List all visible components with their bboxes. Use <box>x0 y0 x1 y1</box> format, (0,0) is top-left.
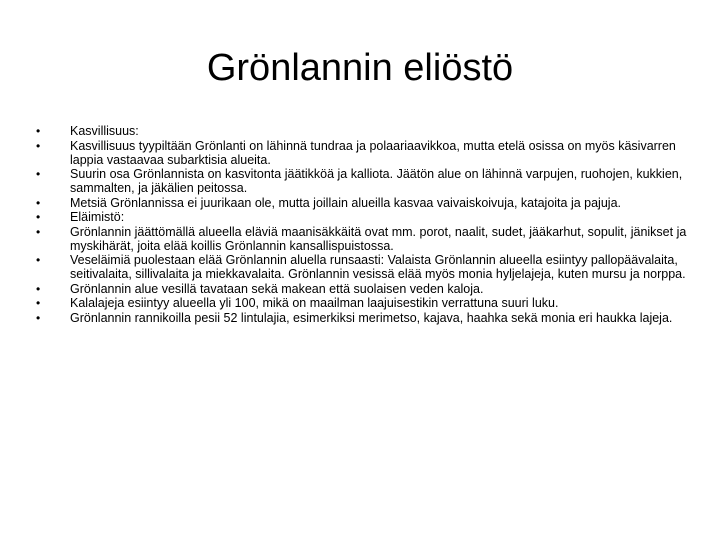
bullet-text: Kasvillisuus tyypiltään Grönlanti on lähinnä tundraa ja polaariaavikkoa, mutta etelä osissa on myös käsivarren lappia vastaavaa subarktisia alueita. <box>70 138 676 167</box>
bullet-text: Suurin osa Grönlannista on kasvitonta jäätikköä ja kalliota. Jäätön alue on lähinnä varpujen, ruohojen, kukkien, sammalten, ja jäkälien peitossa. <box>70 167 683 195</box>
list-item <box>36 167 690 195</box>
bullet-icon: • <box>36 210 41 224</box>
bullet-text: Veseläimiä puolestaan elää Grönlannin aluella runsaasti: Valaista Grönlannin alueella esiintyy pallopäävalaita, seitivalaita, sillivalaita ja miekkavalaita. Grönlannin vesissä elää myös monia hyljelajeja, kuten mursu ja norppa. <box>70 253 686 281</box>
bullet-icon: • <box>36 224 41 239</box>
bullet-icon: • <box>36 281 41 296</box>
bullet-text: Kasvillisuus: <box>70 124 139 138</box>
list-item <box>36 210 690 224</box>
slide-title: Grönlannin eliöstö <box>206 47 514 89</box>
bullet-text: Grönlannin alue vesillä tavataan sekä makean että suolaisen veden kaloja. <box>70 281 484 296</box>
bullet-icon: • <box>36 296 41 310</box>
list-item <box>36 196 690 210</box>
bullet-text: Eläimistö: <box>70 210 125 224</box>
bullet-icon: • <box>36 138 41 153</box>
list-item <box>36 124 690 138</box>
bullet-text: Kalalajeja esiintyy alueella yli 100, mikä on maailman laajuisestikin verrattuna suuri luku. <box>70 296 559 310</box>
list-item <box>36 282 690 296</box>
bullet-text: Grönlannin rannikoilla pesii 52 lintulajia, esimerkiksi merimetso, kajava, haahka sekä monia eri haukka lajeja. <box>70 310 673 325</box>
list-item <box>36 296 690 310</box>
bullet-icon: • <box>36 310 41 325</box>
bullet-icon: • <box>36 253 41 267</box>
list-item <box>36 253 690 281</box>
bullet-text: Grönlannin jäättömällä alueella eläviä maanisäkkäitä ovat mm. porot, naalit, sudet, jääkarhut, sopulit, jänikset ja myskihärät, joita elää koillis Grönlannin kansallispuistossa. <box>70 224 687 253</box>
bullet-text: Metsiä Grönlannissa ei juurikaan ole, mutta joillain alueilla kasvaa vaivaiskoivuja, katajoita ja pajuja. <box>70 195 621 210</box>
list-item <box>36 225 690 253</box>
list-item <box>36 139 690 167</box>
bullet-icon: • <box>36 195 41 210</box>
bullet-list <box>36 124 690 325</box>
bullet-icon: • <box>36 124 41 138</box>
list-item <box>36 311 690 325</box>
bullet-icon: • <box>36 167 41 181</box>
